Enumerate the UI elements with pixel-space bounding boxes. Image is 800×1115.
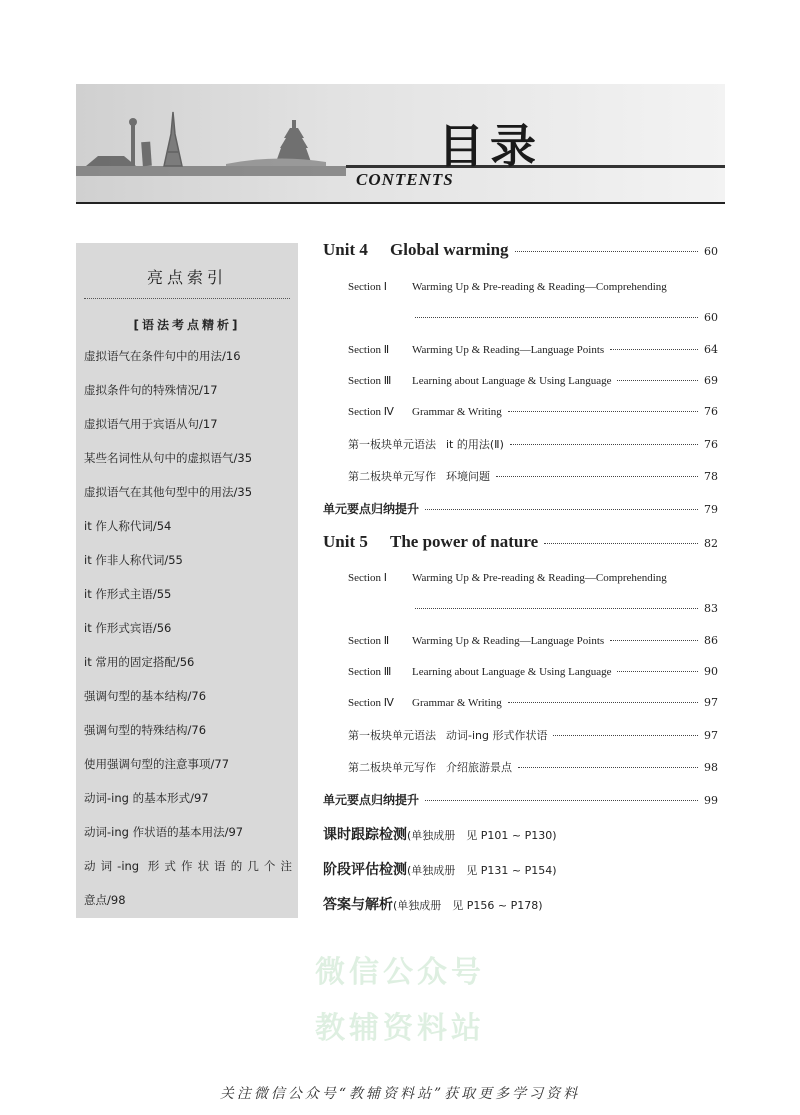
leader-dots	[553, 735, 698, 736]
leader-dots	[496, 476, 698, 477]
watermark-line: 微信公众号	[315, 955, 485, 990]
unit-number: Unit 5	[323, 532, 368, 551]
section-number: Section Ⅰ	[348, 572, 387, 584]
sidebar-item[interactable]: 使用强调句型的注意事项/77	[84, 757, 230, 771]
section-title: Warming Up & Reading—Language Points	[412, 344, 605, 356]
sidebar-list	[84, 343, 292, 921]
sidebar-item[interactable]: 虚拟语气在其他句型中的用法/35	[84, 485, 253, 499]
watermark	[300, 945, 500, 1057]
extra-label: 课时跟踪检测	[323, 827, 407, 843]
leader-dots	[515, 251, 698, 252]
sidebar-item[interactable]: it 作非人称代词/55	[84, 553, 183, 567]
unit-title: The power of nature	[390, 532, 539, 551]
sidebar-title: 亮点索引	[146, 268, 227, 287]
page-number: 82	[704, 537, 718, 550]
section-title: Warming Up & Reading—Language Points	[412, 635, 605, 647]
page-number: 97	[704, 696, 718, 709]
sidebar-item[interactable]: 虚拟条件句的特殊情况/17	[84, 383, 218, 397]
toc-subsection[interactable]	[323, 468, 718, 484]
subsection-label: 第一板块单元语法	[348, 438, 436, 451]
header-banner	[76, 84, 725, 204]
section-number: Section Ⅲ	[348, 666, 392, 678]
page-title: 目录	[438, 119, 542, 173]
sidebar-item[interactable]: it 作人称代词/54	[84, 519, 172, 533]
leader-dots	[508, 702, 698, 703]
toc-extra-item[interactable]	[323, 894, 543, 914]
toc-unit-summary[interactable]	[323, 791, 718, 808]
page-number: 64	[704, 343, 718, 356]
sidebar-item[interactable]: 某些名词性从句中的虚拟语气/35	[84, 451, 253, 465]
sidebar-divider	[84, 298, 290, 299]
section-title: Grammar & Writing	[412, 406, 502, 418]
watermark-line: 教辅资料站	[315, 1011, 485, 1046]
toc-section[interactable]	[323, 280, 718, 293]
leader-dots	[425, 800, 698, 801]
leader-dots	[610, 349, 698, 350]
section-number: Section Ⅳ	[348, 697, 394, 709]
toc-section[interactable]	[323, 343, 718, 356]
section-number: Section Ⅳ	[348, 406, 394, 418]
section-number: Section Ⅲ	[348, 375, 392, 387]
sidebar-item[interactable]: it 作形式主语/55	[84, 587, 172, 601]
section-title: Warming Up & Pre-reading & Reading—Comprehending	[412, 281, 667, 293]
toc-unit-5[interactable]	[323, 532, 718, 552]
sidebar-item[interactable]: 虚拟语气用于宾语从句/17	[84, 417, 218, 431]
sidebar-item[interactable]: 强调句型的基本结构/76	[84, 689, 207, 703]
landmarks-illustration	[76, 104, 346, 184]
section-number: Section Ⅱ	[348, 344, 390, 356]
summary-label: 单元要点归纳提升	[323, 793, 420, 807]
sidebar-section-title: [语法考点精析]	[133, 318, 241, 332]
highlight-index-panel	[76, 243, 298, 918]
subsection-label: 第一板块单元语法	[348, 729, 436, 742]
page-number: 97	[704, 729, 718, 742]
toc-extra-item[interactable]	[323, 859, 557, 879]
sidebar-item[interactable]: 意点/98	[84, 893, 126, 907]
section-number: Section Ⅱ	[348, 635, 390, 647]
toc-subsection[interactable]	[323, 727, 718, 743]
sidebar-item[interactable]: 动词-ing 的基本形式/97	[84, 791, 209, 805]
section-number: Section Ⅰ	[348, 281, 387, 293]
leader-dots	[617, 671, 698, 672]
leader-dots	[415, 608, 698, 609]
unit-title: Global warming	[390, 240, 509, 259]
leader-dots	[508, 411, 698, 412]
subsection-title: it 的用法(Ⅱ)	[446, 438, 504, 451]
unit-number: Unit 4	[323, 240, 368, 259]
subsection-title: 环境问题	[446, 470, 490, 483]
summary-label: 单元要点归纳提升	[323, 502, 420, 516]
sidebar-item[interactable]: 动词-ing 作状语的基本用法/97	[84, 825, 244, 839]
subsection-title: 介绍旅游景点	[446, 761, 512, 774]
toc-unit-summary[interactable]	[323, 500, 718, 517]
toc-section[interactable]	[323, 696, 718, 709]
sidebar-item[interactable]: 动词-ing 形式作状语的几个注	[84, 859, 292, 873]
extra-note: (单独成册 见 P131 ~ P154)	[407, 864, 557, 877]
page-number: 86	[704, 634, 718, 647]
toc-subsection[interactable]	[323, 759, 718, 775]
page-number: 60	[704, 311, 718, 324]
footer-note: 关注微信公众号“教辅资料站”获取更多学习资料	[219, 1086, 581, 1102]
page-number: 76	[704, 438, 718, 451]
page-number: 79	[704, 503, 718, 516]
leader-dots	[544, 543, 698, 544]
section-title: Warming Up & Pre-reading & Reading—Comprehending	[412, 572, 667, 584]
leader-dots	[610, 640, 698, 641]
toc-section[interactable]	[323, 405, 718, 418]
page-number: 98	[704, 761, 718, 774]
page-number: 83	[704, 602, 718, 615]
section-title: Learning about Language & Using Language	[412, 375, 612, 387]
extra-note: (单独成册 见 P156 ~ P178)	[393, 899, 543, 912]
subsection-title: 动词-ing 形式作状语	[446, 729, 548, 742]
toc-section-page-line[interactable]	[323, 311, 718, 324]
extra-label: 阶段评估检测	[323, 862, 407, 878]
section-title: Grammar & Writing	[412, 697, 502, 709]
page-number: 78	[704, 470, 718, 483]
leader-dots	[617, 380, 698, 381]
leader-dots	[510, 444, 698, 445]
extra-label: 答案与解析	[323, 897, 393, 913]
subsection-label: 第二板块单元写作	[348, 761, 436, 774]
toc-section[interactable]	[323, 571, 718, 584]
toc-unit-4[interactable]	[323, 240, 718, 260]
toc-section[interactable]	[323, 665, 718, 678]
page-number: 69	[704, 374, 718, 387]
leader-dots	[415, 317, 698, 318]
sidebar-item[interactable]: it 作形式宾语/56	[84, 621, 172, 635]
leader-dots	[425, 509, 698, 510]
toc-section-page-line[interactable]	[323, 602, 718, 615]
toc-section[interactable]	[323, 374, 718, 387]
subsection-label: 第二板块单元写作	[348, 470, 436, 483]
sidebar-item[interactable]: 强调句型的特殊结构/76	[84, 723, 207, 737]
toc-section[interactable]	[323, 634, 718, 647]
sidebar-item[interactable]: it 常用的固定搭配/56	[84, 655, 195, 669]
sidebar-item[interactable]: 虚拟语气在条件句中的用法/16	[84, 349, 241, 363]
page-number: 90	[704, 665, 718, 678]
page-number: 76	[704, 405, 718, 418]
section-title: Learning about Language & Using Language	[412, 666, 612, 678]
page-number: 60	[704, 245, 718, 258]
toc-extra-item[interactable]	[323, 824, 557, 844]
toc-subsection[interactable]	[323, 436, 718, 452]
extra-note: (单独成册 见 P101 ~ P130)	[407, 829, 557, 842]
page-number: 99	[704, 794, 718, 807]
page-subtitle: CONTENTS	[356, 170, 454, 189]
leader-dots	[518, 767, 698, 768]
